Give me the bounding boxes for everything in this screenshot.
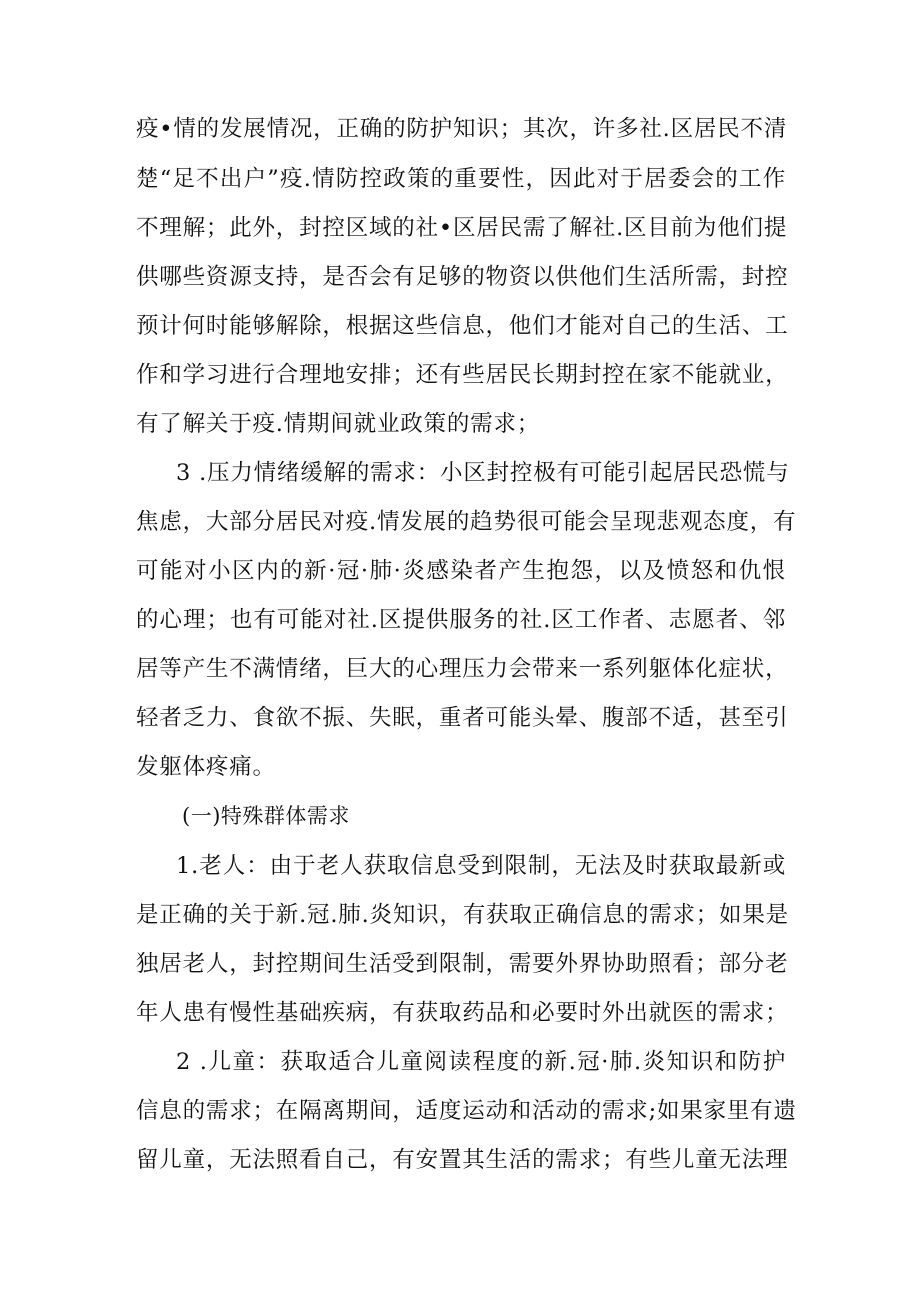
text-line: 焦虑，大部分居民对疫.情发展的趋势很可能会呈现悲观态度，有: [136, 509, 797, 535]
text-line: 供哪些资源支持，是否会有足够的物资以供他们生活所需，封控: [136, 264, 789, 290]
text-line: 独居老人，封控期间生活受到限制，需要外界协助照看；部分老: [136, 951, 789, 977]
text-line: 留儿童，无法照看自己，有安置其生活的需求；有些儿童无法理: [136, 1147, 789, 1173]
text-line: 发躯体疼痛。: [136, 754, 276, 780]
text-line: 有了解关于疫.情期间就业政策的需求；: [136, 411, 541, 437]
text-line: 信息的需求；在隔离期间，适度运动和活动的需求;如果家里有遗: [136, 1098, 797, 1124]
paragraph-start-line: 3 .压力情绪缓解的需求：小区封控极有可能引起居民恐慌与: [176, 460, 790, 486]
text-line: 可能对小区内的新·冠·肺·炎感染者产生抱怨，以及愤怒和仇恨: [136, 558, 786, 584]
text-line: 是正确的关于新.冠.肺.炎知识，有获取正确信息的需求；如果是: [136, 902, 789, 928]
text-line: 疫•情的发展情况，正确的防护知识；其次，许多社.区居民不清: [136, 116, 788, 142]
section-heading: (一)特殊群体需求: [182, 804, 350, 828]
paragraph-start-line: 2 .儿童：获取适合儿童阅读程度的新.冠·肺.炎知识和防护: [176, 1049, 786, 1075]
text-line: 预计何时能够解除，根据这些信息，他们才能对自己的生活、工: [136, 313, 789, 339]
text-line: 的心理；也有可能对社.区提供服务的社.区工作者、志愿者、邻: [136, 607, 786, 633]
text-line: 楚“足不出户”疫.情防控政策的重要性，因此对于居委会的工作: [136, 166, 786, 192]
text-line: 作和学习进行合理地安排；还有些居民长期封控在家不能就业，: [136, 362, 789, 388]
text-line: 不理解；此外，封控区域的社•区居民需了解社.区目前为他们提: [136, 215, 788, 241]
paragraph-start-line: 1.老人：由于老人获取信息受到限制，无法及时获取最新或: [176, 853, 786, 879]
text-line: 年人患有慢性基础疾病，有获取药品和必要时外出就医的需求；: [136, 1000, 789, 1026]
text-line: 轻者乏力、食欲不振、失眠，重者可能头晕、腹部不适，甚至引: [136, 705, 789, 731]
text-line: 居等产生不满情绪，巨大的心理压力会带来一系列躯体化症状，: [136, 656, 789, 682]
